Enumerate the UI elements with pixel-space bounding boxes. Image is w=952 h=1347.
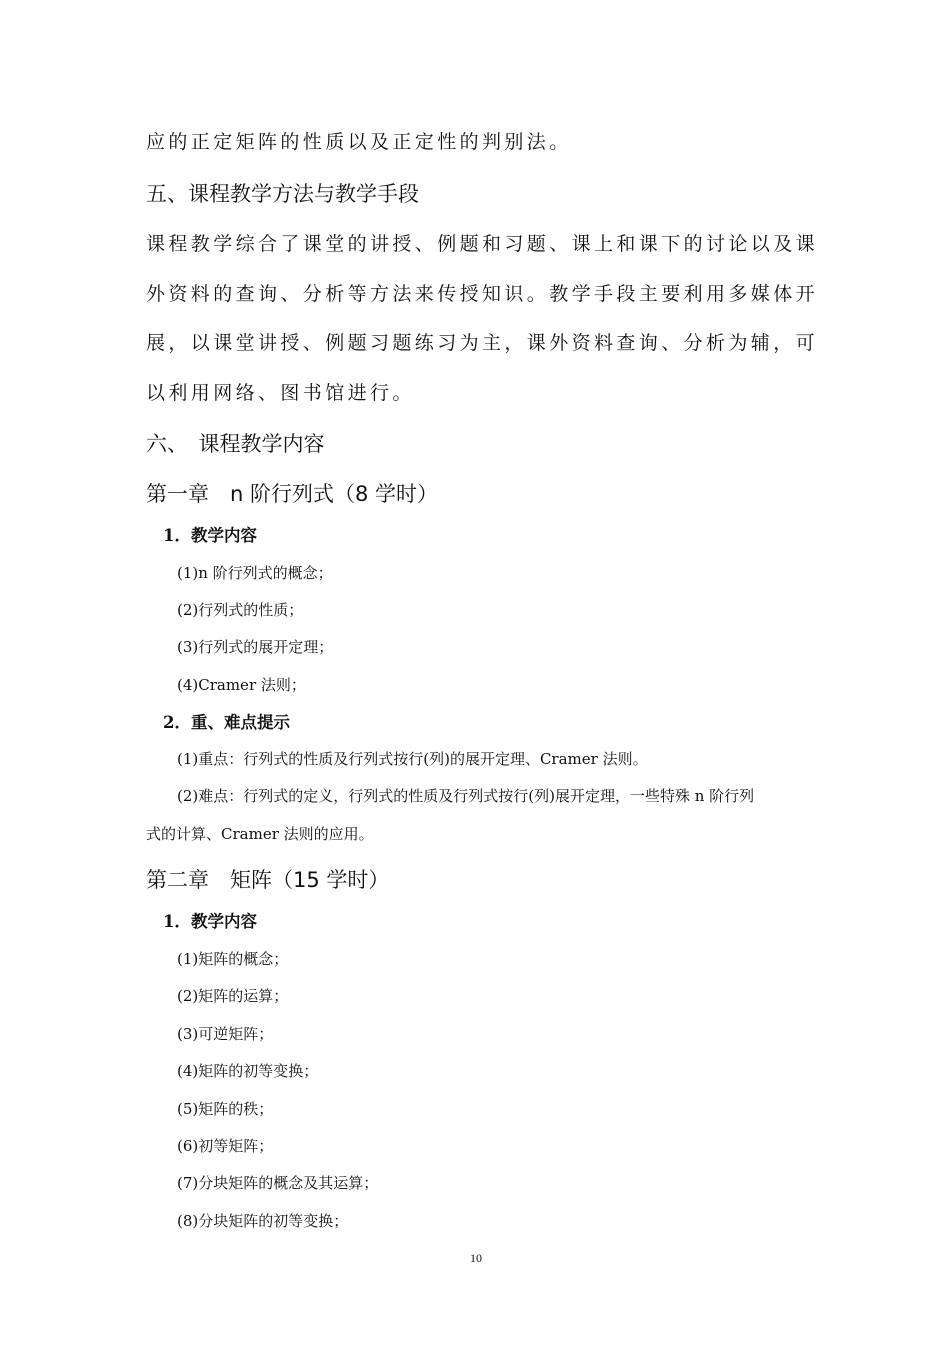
- chapter-2-content-item: (3)可逆矩阵；: [177, 1025, 274, 1043]
- chapter-1-content-heading: 1．教学内容: [163, 526, 257, 545]
- section-5-title: 五、课程教学方法与教学手段: [146, 182, 419, 206]
- chapter-2-content-item: (1)矩阵的概念；: [177, 950, 289, 968]
- chapter-2-content-item: (6)初等矩阵；: [177, 1137, 274, 1155]
- chapter-2-content-item: (4)矩阵的初等变换；: [177, 1062, 319, 1080]
- intro-tail-line: 应的正定矩阵的性质以及正定性的判别法。: [146, 131, 572, 153]
- chapter-2-content-item: (8)分块矩阵的初等变换；: [177, 1212, 349, 1230]
- chapter-1-title: 第一章 n 阶行列式（8 学时）: [146, 482, 439, 506]
- chapter-1-key-heading: 2．重、难点提示: [163, 713, 290, 732]
- section-5-paragraph-line: 以利用网络、图书馆进行。: [146, 382, 415, 404]
- chapter-2-content-item: (7)分块矩阵的概念及其运算；: [177, 1174, 379, 1192]
- chapter-1-difficult-point-continued: 式的计算、Cramer 法则的应用。: [146, 825, 374, 843]
- chapter-1-key-point: (1)重点：行列式的性质及行列式按行(列)的展开定理、Cramer 法则。: [177, 750, 648, 768]
- section-5-paragraph-line: 外资料的查询、分析等方法来传授知识。教学手段主要利用多媒体开: [146, 283, 819, 305]
- chapter-2-content-item: (5)矩阵的秩；: [177, 1100, 274, 1118]
- section-6-title: 六、 课程教学内容: [146, 432, 325, 456]
- page-number: 10: [470, 1251, 482, 1265]
- chapter-1-difficult-point: (2)难点：行列式的定义，行列式的性质及行列式按行(列)展开定理，一些特殊 n 阶行列: [177, 787, 755, 805]
- chapter-1-content-item: (4)Cramer 法则；: [177, 676, 306, 694]
- chapter-2-content-heading: 1．教学内容: [163, 912, 257, 931]
- chapter-1-content-item: (1)n 阶行列式的概念；: [177, 564, 333, 582]
- chapter-2-content-item: (2)矩阵的运算；: [177, 987, 289, 1005]
- section-5-paragraph-line: 课程教学综合了课堂的讲授、例题和习题、课上和课下的讨论以及课: [146, 233, 819, 255]
- chapter-1-content-item: (3)行列式的展开定理；: [177, 638, 334, 656]
- section-5-paragraph-line: 展，以课堂讲授、例题习题练习为主，课外资料查询、分析为辅，可: [146, 332, 819, 354]
- chapter-2-title: 第二章 矩阵（15 学时）: [146, 868, 390, 892]
- chapter-1-content-item: (2)行列式的性质；: [177, 601, 304, 619]
